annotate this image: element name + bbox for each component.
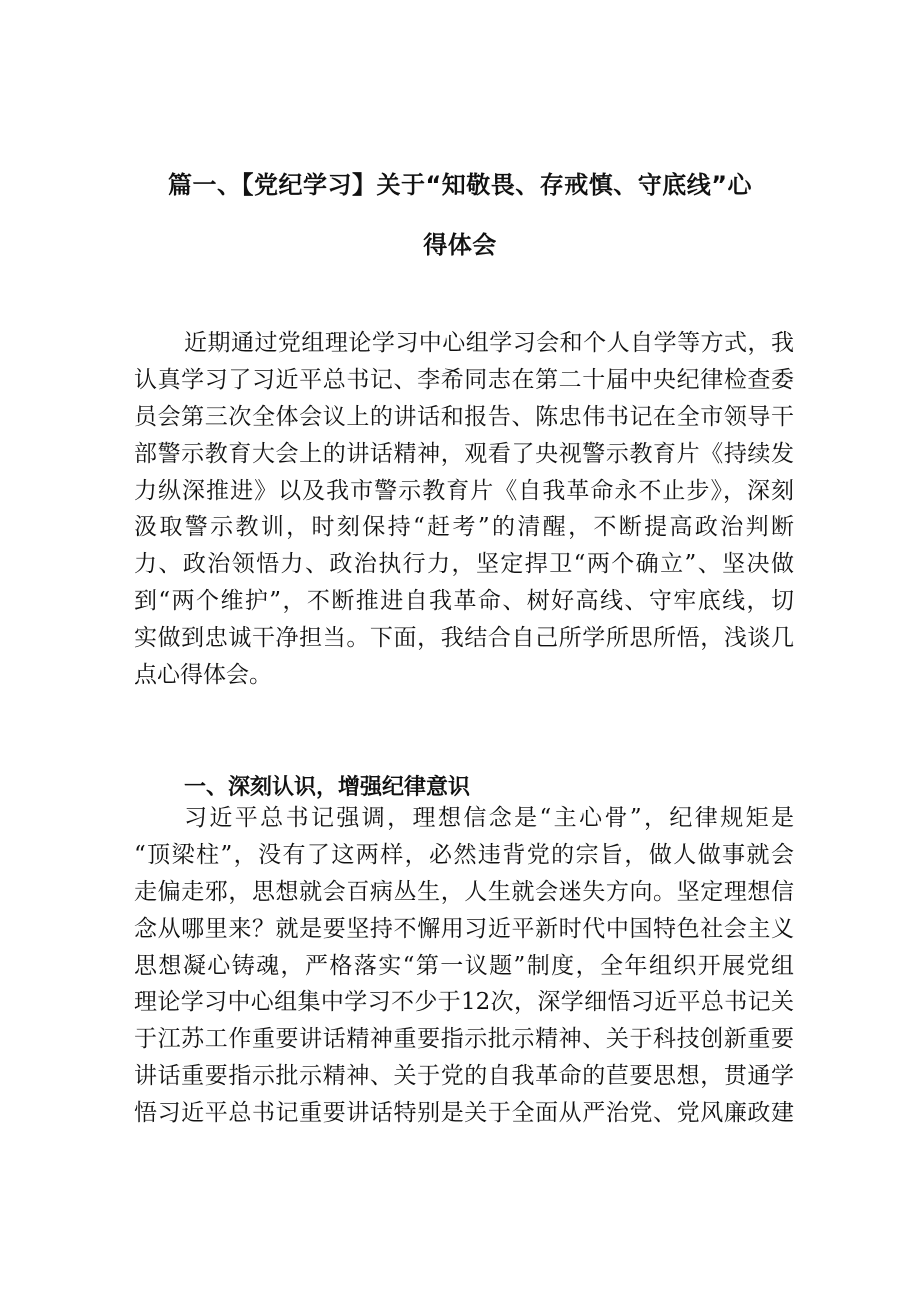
text-line: 认真学习了习近平总书记、李希同志在第二十届中央纪律检查委 [134, 366, 794, 393]
section-heading-text: 一、深刻认识，增强纪律意识 [184, 775, 471, 800]
text-line: 汲取警示教训，时刻保持“赶考”的清醒，不断提高政治判断 [134, 514, 794, 541]
text-line: 实做到忠诚干净担当。下面，我结合自己所学所思所悟，浅谈几 [134, 625, 794, 652]
text-line: 部警示教育大会上的讲话精神，观看了央视警示教育片《持续发 [134, 440, 794, 467]
document-title-line-2: 得体会 [423, 231, 497, 259]
text-line: “顶梁柱”，没有了这两样，必然违背党的宗旨，做人做事就会 [134, 841, 794, 868]
text-line: 讲话重要指示批示精神、关于党的自我革命的苣要思想，贯通学 [134, 1063, 794, 1090]
document-title-line-1: 篇一、【党纪学习】关于“知敬畏、存戒慎、守底线”心 [167, 171, 753, 199]
text-line: 悟习近平总书记重要讲话特别是关于全面从严治党、党风廉政建 [134, 1100, 794, 1127]
text-line: 到“两个维护”，不断推进自我革命、树好高线、守牢底线，切 [134, 588, 794, 615]
paragraph-intro [134, 325, 794, 694]
text-line: 点心得体会。 [134, 662, 272, 689]
text-line: 于江苏工作重要讲话精神重要指示批示精神、关于科技创新重要 [134, 1026, 794, 1053]
text-line: 走偏走邪，思想就会百病丛生，人生就会迷失方向。坚定理想信 [134, 878, 794, 905]
text-line: 力、政治领悟力、政治执行力，坚定捍卫“两个确立”、坚决做 [134, 551, 794, 578]
text-line: 近期通过党组理论学习中心组学习会和个人自学等方式，我 [184, 330, 794, 356]
text-line: 习近平总书记强调，理想信念是“主心骨”，纪律规矩是 [184, 805, 794, 831]
text-line: 员会第三次全体会议上的讲话和报告、陈忠伟书记在全市领导干 [134, 403, 794, 430]
paragraph-section-1 [134, 800, 794, 1132]
text-line: 力纵深推进》以及我市警示教育片《自我革命永不止步》，深刻 [134, 477, 794, 504]
text-line: 思想凝心铸魂，严格落实“第一议题”制度，全年组织开展党组 [134, 952, 794, 979]
text-line: 理论学习中心组集中学习不少于12次，深学细悟习近平总书记关 [134, 989, 794, 1016]
text-line: 念从哪里来？就是要坚持不懈用习近平新时代中国特色社会主义 [134, 915, 794, 942]
